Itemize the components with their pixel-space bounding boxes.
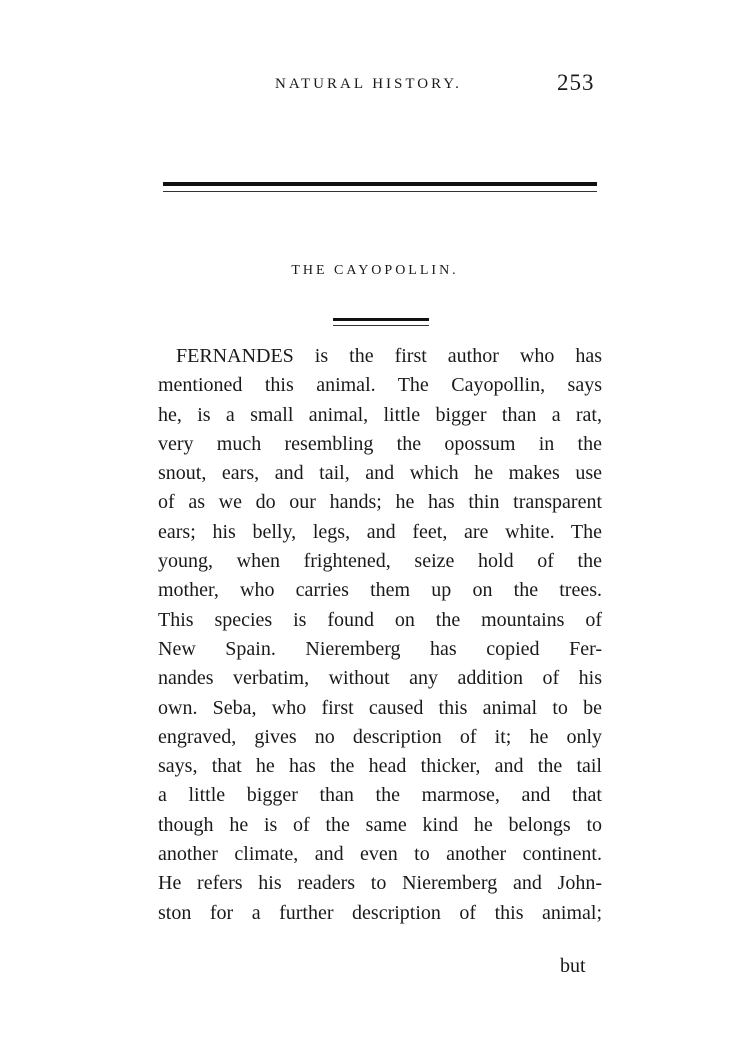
text-line: New Spain. Nieremberg has copied Fer- — [158, 637, 602, 660]
text-line: of as we do our hands; he has thin transparent — [158, 491, 602, 514]
text-line: another climate, and even to another continent. — [158, 843, 602, 866]
text-line: This species is found on the mountains of — [158, 608, 602, 631]
title-rule-thin — [333, 325, 429, 326]
text-line: snout, ears, and tail, and which he makes use — [158, 462, 602, 485]
text-line: nandes verbatim, without any addition of his — [158, 667, 602, 690]
section-title: THE CAYOPOLLIN. — [291, 263, 459, 278]
text-line: young, when frightened, seize hold of the — [158, 550, 602, 573]
text-line: ears; his belly, legs, and feet, are white. The — [158, 520, 602, 543]
text-line: very much resembling the opossum in the — [158, 432, 602, 455]
text-line: he, is a small animal, little bigger than a rat, — [158, 403, 602, 426]
text-line: a little bigger than the marmose, and that — [158, 784, 602, 807]
body-paragraph — [158, 342, 602, 928]
text-line: mother, who carries them up on the trees. — [158, 579, 602, 602]
text-line: though he is of the same kind he belongs to — [158, 813, 602, 836]
running-head: NATURAL HISTORY. — [275, 76, 462, 92]
title-rule-thick — [333, 318, 429, 321]
text-line: FERNANDES is the first author who has — [176, 345, 602, 367]
header-rule-thick — [163, 182, 597, 186]
text-line: He refers his readers to Nieremberg and John- — [158, 872, 602, 895]
text-line: engraved, gives no description of it; he only — [158, 725, 602, 748]
header-rule-thin — [163, 191, 597, 192]
text-line: says, that he has the head thicker, and the tail — [158, 755, 602, 778]
page-number: 253 — [557, 70, 595, 95]
text-line: ston for a further description of this animal; — [158, 901, 602, 924]
text-line: own. Seba, who first caused this animal to be — [158, 696, 602, 719]
catchword: but — [560, 955, 586, 977]
text-line: mentioned this animal. The Cayopollin, says — [158, 374, 602, 397]
